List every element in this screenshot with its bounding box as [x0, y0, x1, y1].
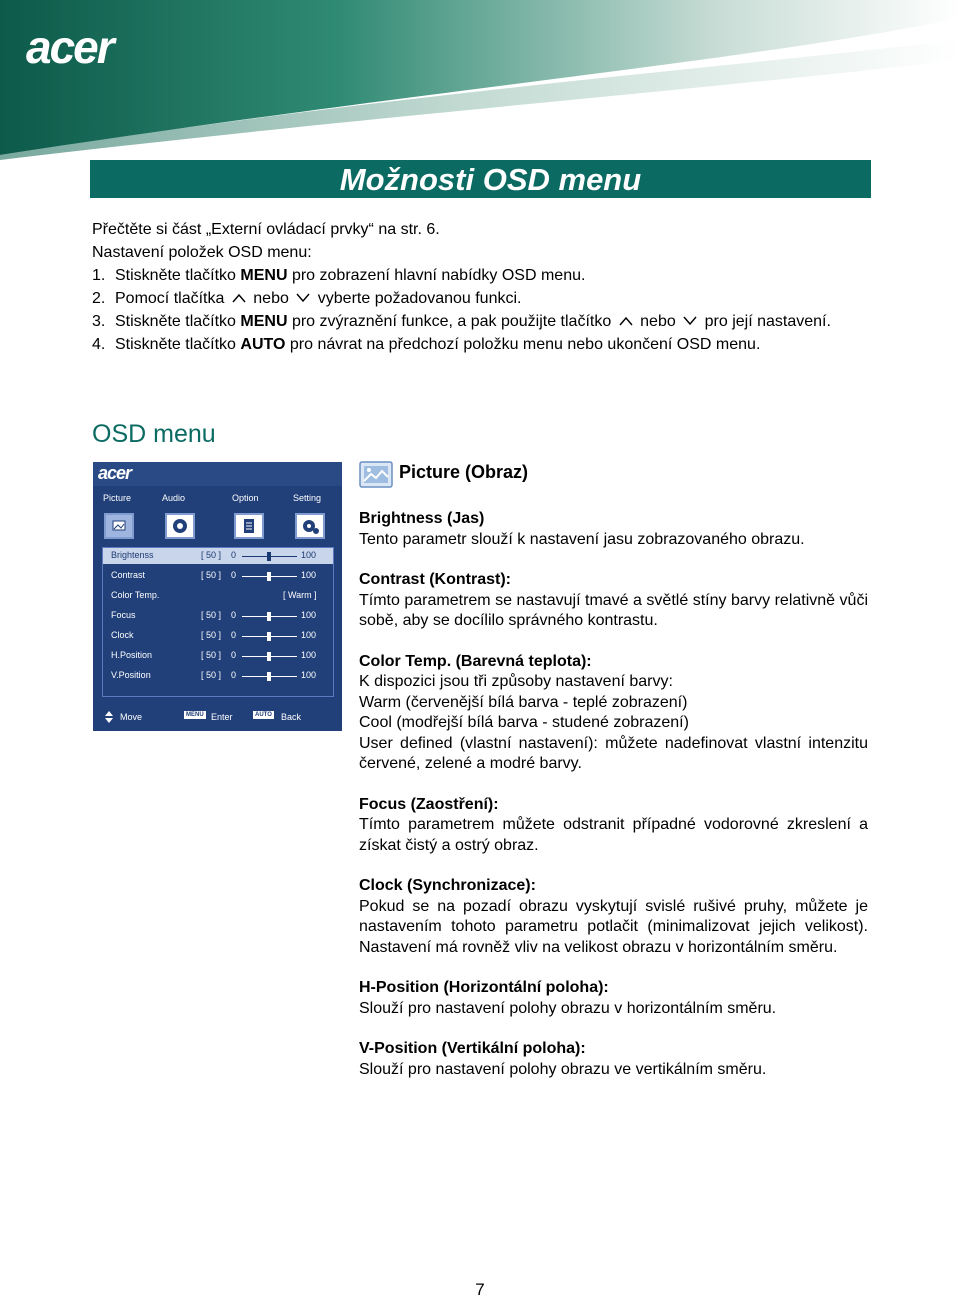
step-number: 1.	[92, 267, 106, 284]
picture-heading: Picture (Obraz)	[399, 462, 529, 482]
up-down-icon	[105, 711, 113, 723]
osd-row-value: [ 50 ]	[201, 570, 222, 580]
osd-auto-badge: AUTO	[255, 712, 272, 718]
step-text: vyberte požadovanou funkci.	[317, 290, 522, 307]
osd-option-icon	[234, 513, 264, 539]
step-key: MENU	[240, 313, 288, 330]
section-heading: Contrast (Kontrast):	[359, 571, 511, 588]
osd-row-value: [ 50 ]	[201, 630, 222, 640]
step-number: 3.	[92, 313, 106, 330]
step-text: nebo	[253, 290, 289, 307]
up-arrow-icon	[232, 293, 246, 303]
step-text: pro návrat na předchozí položku menu nebo ukončení OSD menu.	[285, 336, 761, 353]
osd-row-h-position	[103, 648, 333, 664]
osd-tab-picture: Picture	[103, 493, 132, 503]
down-arrow-icon	[296, 293, 310, 303]
step-text: pro zvýraznění funkce, a pak použijte tlačítko	[287, 313, 612, 330]
osd-row-v-position	[103, 668, 333, 684]
osd-menu-screenshot	[93, 462, 342, 731]
osd-row-contrast	[103, 568, 333, 584]
osd-row-max: 100	[301, 550, 317, 560]
osd-slider-knob	[267, 672, 271, 681]
osd-row-min: 0	[231, 550, 237, 560]
page-number: 7	[475, 1280, 485, 1299]
step-number: 2.	[92, 290, 106, 307]
section-text: Tímto parametrem se nastavují tmavé a světlé stíny barvy relativně vůči sobě, aby se docílilo správného kontrastu.	[359, 591, 868, 629]
osd-row-label: Clock	[111, 630, 134, 640]
osd-tab-option: Option	[232, 493, 259, 503]
intro-line-1: Přečtěte si část „Externí ovládací prvky“ na str. 6.	[92, 221, 440, 238]
osd-menu-badge: MENU	[186, 712, 204, 718]
osd-row-max: 100	[301, 570, 317, 580]
intro-section	[92, 218, 872, 356]
step-text: Stiskněte tlačítko	[115, 313, 241, 330]
osd-tab-audio: Audio	[162, 493, 186, 503]
osd-row-value: [ 50 ]	[201, 610, 222, 620]
section-heading: Focus (Zaostření):	[359, 795, 499, 813]
step-1	[92, 264, 872, 287]
osd-row-clock	[103, 628, 333, 644]
osd-tab-setting: Setting	[293, 493, 322, 503]
osd-row-max: 100	[301, 650, 317, 660]
section-heading: Clock (Synchronizace):	[359, 877, 536, 894]
section-text: Tento parametr slouží k nastavení jasu zobrazovaného obrazu.	[359, 530, 805, 548]
osd-row-label: V.Position	[111, 670, 151, 680]
section-text: Pokud se na pozadí obrazu vyskytují svislé rušivé pruhy, můžete je nastavením tohoto parametru potlačit (minimalizovat jejich velikost). Nastavení má rovněž vliv na velikost obrazu v horizontálním směru.	[359, 897, 868, 956]
up-arrow-icon	[619, 316, 633, 326]
section-text: User defined (vlastní nastavení): můžete nadefinovat vlastní intenzitu červené, zelené a modré barvy.	[359, 734, 868, 772]
osd-acer-logo: acer	[98, 463, 132, 483]
step-key: MENU	[240, 267, 288, 284]
osd-row-min: 0	[231, 570, 237, 580]
down-arrow-icon	[683, 316, 697, 326]
step-text: nebo	[640, 313, 676, 330]
osd-footer	[93, 710, 342, 726]
section-heading: H-Position (Horizontální poloha):	[359, 979, 609, 996]
header-swoosh	[0, 0, 960, 160]
osd-picture-icon	[104, 513, 134, 539]
osd-row-max: 100	[301, 630, 317, 640]
step-text: Stiskněte tlačítko	[115, 267, 241, 284]
section-focus	[359, 795, 868, 857]
section-heading: Brightness (Jas)	[359, 510, 485, 527]
osd-row-max: 100	[301, 670, 317, 680]
osd-row-value: [ Warm ]	[283, 590, 317, 600]
section-h-position	[359, 978, 868, 1019]
osd-row-label: H.Position	[111, 650, 153, 660]
section-clock	[359, 876, 868, 958]
osd-row-brightness	[103, 548, 333, 564]
section-heading: Color Temp. (Barevná teplota):	[359, 652, 592, 670]
osd-row-value: [ 50 ]	[201, 550, 222, 560]
osd-top-bar	[93, 462, 342, 486]
osd-row-max: 100	[301, 610, 317, 620]
osd-footer-enter: Enter	[211, 712, 233, 722]
osd-slider-knob	[267, 612, 271, 621]
osd-audio-icon	[165, 513, 195, 539]
osd-row-min: 0	[231, 650, 237, 660]
osd-footer-move: Move	[120, 712, 143, 722]
step-3	[92, 310, 872, 333]
step-number: 4.	[92, 336, 106, 353]
osd-slider-knob	[267, 572, 271, 581]
acer-logo: acer	[26, 21, 113, 73]
section-text: K dispozici jsou tři způsoby nastavení barvy:	[359, 673, 673, 690]
section-text: Warm (červenější bílá barva - teplé zobrazení)	[359, 693, 688, 711]
step-text: pro její nastavení.	[704, 313, 831, 330]
section-brightness	[359, 509, 868, 550]
section-v-position	[359, 1039, 868, 1080]
section-text: Slouží pro nastavení polohy obrazu v horizontálním směru.	[359, 999, 777, 1017]
page-title-bar	[90, 160, 871, 198]
osd-heading: OSD menu	[92, 420, 216, 448]
osd-item-list	[102, 547, 334, 697]
osd-row-label: Contrast	[111, 570, 146, 580]
settings-descriptions	[359, 509, 868, 1100]
osd-row-min: 0	[231, 670, 237, 680]
osd-row-min: 0	[231, 630, 237, 640]
step-2	[92, 287, 872, 310]
step-text: pro zobrazení hlavní nabídky OSD menu.	[287, 267, 586, 284]
osd-footer-back: Back	[281, 712, 302, 722]
osd-row-value: [ 50 ]	[201, 670, 222, 680]
osd-row-focus	[103, 608, 333, 624]
step-key: AUTO	[240, 336, 286, 353]
section-heading: V-Position (Vertikální poloha):	[359, 1040, 586, 1057]
osd-row-min: 0	[231, 610, 237, 620]
step-text: Pomocí tlačítka	[115, 290, 225, 307]
osd-slider-knob	[267, 652, 271, 661]
osd-setting-icon	[295, 513, 325, 539]
osd-row-label: Focus	[111, 610, 136, 620]
osd-row-label: Color Temp.	[111, 590, 160, 600]
section-text: Cool (modřejší bílá barva - studené zobrazení)	[359, 714, 689, 731]
step-text: Stiskněte tlačítko	[115, 336, 241, 353]
osd-row-label: Brightenss	[111, 550, 154, 560]
intro-line-2: Nastavení položek OSD menu:	[92, 244, 312, 261]
osd-row-value: [ 50 ]	[201, 650, 222, 660]
page-title: Možnosti OSD menu	[339, 162, 642, 197]
section-text: Slouží pro nastavení polohy obrazu ve vertikálním směru.	[359, 1060, 767, 1078]
picture-icon	[359, 461, 393, 488]
section-text: Tímto parametrem můžete odstranit případné vodorovné zkreslení a získat čistý a ostrý obraz.	[359, 816, 868, 854]
osd-slider-knob	[267, 632, 271, 641]
section-contrast	[359, 570, 868, 632]
osd-row-color-temp	[103, 588, 333, 604]
section-color-temp	[359, 652, 868, 775]
osd-slider-knob	[267, 552, 271, 561]
step-4	[92, 333, 872, 356]
